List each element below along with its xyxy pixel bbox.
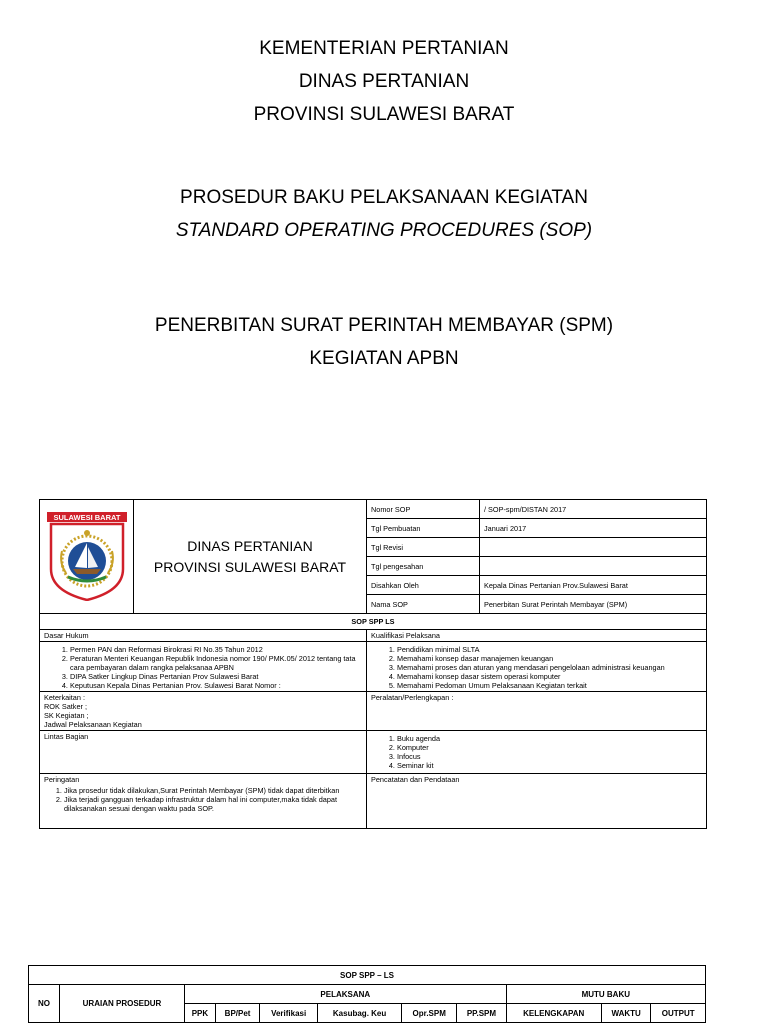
list-item: 4. Memahami konsep dasar sistem operasi komputer: [397, 672, 702, 681]
list-item: 1. Pendidikan minimal SLTA: [397, 645, 702, 654]
org-name-line2: PROVINSI SULAWESI BARAT: [153, 558, 347, 575]
dasar-hukum-list: [44, 645, 362, 690]
keterkaitan-label: Keterkaitan :: [44, 693, 85, 702]
list-item: 3. Infocus: [397, 752, 702, 761]
pelaksana-col: BP/Pet: [215, 1004, 259, 1023]
kualifikasi-cell: [367, 642, 707, 692]
list-item: 2. Peraturan Menteri Keuangan Republik Indonesia nomor 190/ PMK.05/ 2012 tentang tata cara pembayaran dalam rangka pelaksanaa APBN: [70, 654, 362, 672]
keterkaitan-row: [40, 692, 707, 731]
peringatan-cell: [40, 774, 367, 829]
pencatatan-label: Pencatatan dan Pendataan: [371, 775, 460, 784]
dasar-hukum-cell: [40, 642, 367, 692]
pencatatan-cell: [367, 774, 707, 829]
procedure-subtitle: STANDARD OPERATING PROCEDURES (SOP): [175, 220, 593, 241]
province-title: PROVINSI SULAWESI BARAT: [253, 104, 515, 125]
meta-row: [40, 500, 707, 519]
peringatan-label: Peringatan: [44, 775, 80, 784]
keterkaitan-line: ROK Satker ;: [44, 702, 87, 711]
procedure-header: [0, 181, 768, 247]
list-item: 4. Seminar kit: [397, 761, 702, 770]
procedure-table: [28, 965, 706, 1023]
list-item: 2. Memahami konsep dasar manajemen keuangan: [397, 654, 702, 663]
peralatan-label-cell: [367, 692, 707, 731]
lintas-bagian-cell: [40, 731, 367, 774]
meta-value: Januari 2017: [480, 519, 707, 538]
peralatan-label: Peralatan/Perlengkapan :: [371, 693, 454, 702]
meta-value: / SOP-spm/DISTAN 2017: [480, 500, 707, 519]
org-name-cell: [134, 500, 367, 614]
document-header: [0, 32, 768, 131]
no-header: NO: [29, 985, 60, 1023]
pelaksana-header: PELAKSANA: [185, 985, 507, 1004]
ministry-title: KEMENTERIAN PERTANIAN: [259, 38, 509, 59]
keterkaitan-line: Jadwal Pelaksanaan Kegiatan: [44, 720, 142, 729]
mutu-col: KELENGKAPAN: [506, 1004, 601, 1023]
pelaksana-col: PP.SPM: [457, 1004, 506, 1023]
peringatan-list: [44, 786, 362, 813]
svg-text:SULAWESI BARAT: SULAWESI BARAT: [53, 512, 120, 522]
list-item: 3. DIPA Satker Lingkup Dinas Pertanian Prov Sulawesi Barat: [70, 672, 362, 681]
meta-label: Nomor SOP: [367, 500, 480, 519]
mutu-col: WAKTU: [601, 1004, 650, 1023]
keterkaitan-cell: [40, 692, 367, 731]
lintas-bagian-label: Lintas Bagian: [44, 732, 89, 741]
peralatan-list-cell: [367, 731, 707, 774]
pelaksana-col: Kasubag. Keu: [318, 1004, 402, 1023]
section-title: SOP SPP LS: [40, 614, 707, 630]
kualifikasi-list: [371, 645, 702, 690]
mutu-baku-header: MUTU BAKU: [506, 985, 705, 1004]
uraian-header: URAIAN PROSEDUR: [60, 985, 185, 1023]
meta-value: [480, 538, 707, 557]
provincial-emblem-icon: [42, 511, 132, 601]
pelaksana-col: Opr.SPM: [402, 1004, 457, 1023]
list-item: 1. Permen PAN dan Reformasi Birokrasi RI No.35 Tahun 2012: [70, 645, 362, 654]
meta-label: Tgl pengesahan: [367, 557, 480, 576]
topic-header: [0, 309, 768, 375]
section-title-row: [40, 614, 707, 630]
label-row: [40, 630, 707, 642]
pelaksana-col: Verifikasi: [260, 1004, 318, 1023]
pelaksana-col: PPK: [185, 1004, 216, 1023]
meta-label: Disahkan Oleh: [367, 576, 480, 595]
peralatan-list: [371, 734, 702, 770]
procedure-title-row: [29, 966, 706, 985]
list-item: 5. Memahami Pedoman Umum Pelaksanaan Kegiatan terkait: [397, 681, 702, 690]
list-item: 4. Keputusan Kepala Dinas Pertanian Prov. Sulawesi Barat Nomor :: [70, 681, 362, 690]
meta-value: [480, 557, 707, 576]
peringatan-row: [40, 774, 707, 829]
list-item: 1. Jika prosedur tidak dilakukan,Surat Perintah Membayar (SPM) tidak dapat diterbitkan: [64, 786, 362, 795]
list-item: 3. Memahami proses dan aturan yang mendasari pengelolaan administrasi keuangan: [397, 663, 702, 672]
procedure-table-title: SOP SPP – LS: [29, 966, 706, 985]
kualifikasi-label: Kualifikasi Pelaksana: [367, 630, 707, 642]
meta-value: Kepala Dinas Pertanian Prov.Sulawesi Barat: [480, 576, 707, 595]
list-row: [40, 642, 707, 692]
office-title: DINAS PERTANIAN: [298, 71, 470, 92]
dasar-hukum-label: Dasar Hukum: [40, 630, 367, 642]
list-item: 2. Komputer: [397, 743, 702, 752]
procedure-head-row: [29, 985, 706, 1004]
logo-cell: [40, 500, 134, 614]
list-item: 2. Jika terjadi gangguan terkadap infrastruktur dalam hal ini computer,maka tidak dapat dilaksanakan sesuai dengan waktu pada SOP.: [64, 795, 362, 813]
meta-value: Penerbitan Surat Perintah Membayar (SPM): [480, 595, 707, 614]
list-item: 1. Buku agenda: [397, 734, 702, 743]
meta-label: Tgl Revisi: [367, 538, 480, 557]
mutu-col: OUTPUT: [651, 1004, 706, 1023]
procedure-title: PROSEDUR BAKU PELAKSANAAN KEGIATAN: [180, 187, 588, 208]
topic-title: PENERBITAN SURAT PERINTAH MEMBAYAR (SPM): [154, 315, 614, 336]
meta-label: Nama SOP: [367, 595, 480, 614]
meta-label: Tgl Pembuatan: [367, 519, 480, 538]
lintas-row: [40, 731, 707, 774]
org-name-line1: DINAS PERTANIAN: [187, 537, 313, 554]
keterkaitan-line: SK Kegiatan ;: [44, 711, 89, 720]
sop-identity-table: [39, 499, 707, 829]
topic-subtitle: KEGIATAN APBN: [309, 348, 459, 369]
